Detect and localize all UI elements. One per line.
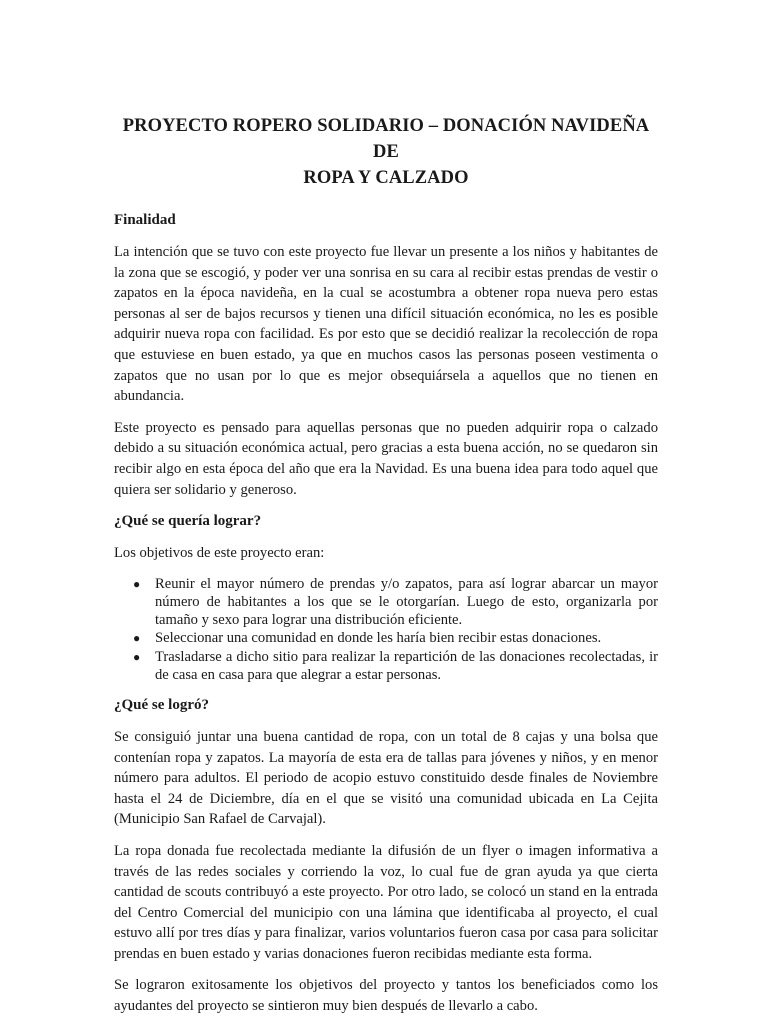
list-item [133,575,658,630]
paragraph-logros-2: La ropa donada fue recolectada mediante la difusión de un flyer o imagen informativa a través de las redes sociales y corriendo la voz, lo cual fue de gran ayuda ya que cierta cantidad de scouts contribuyó a este proyecto. Por otro lado, se colocó un stand en la entrada del Centro Comercial del municipio con una lámina que identificaba al proyecto, el cual estuvo allí por tres días y para finalizar, varios voluntarios fueron casa por casa para solicitar prendas en buen estado y varias donaciones fueron recibidas mediante esta forma. [114,842,658,962]
paragraph-finalidad-1: La intención que se tuvo con este proyecto fue llevar un presente a los niños y habitantes de la zona que se escogió, y poder ver una sonrisa en su cara al recibir estas prendas de vestir o zapatos en la época navideña, en la cual se acostumbra a obtener ropa nueva pero estas personas al ser de bajos recursos y tienen una difícil situación económica, no les es posible adquirir nueva ropa con facilidad. Es por esto que se decidió realizar la recolección de ropa que estuviese en buen estado, ya que en muchos casos las personas poseen vestimenta o zapatos que no usan por lo que es mejor obsequiársela a aquellos que no tienen en abundancia. [114,244,658,405]
bullet-icon: ● [133,649,141,664]
document-title-line-1: PROYECTO ROPERO SOLIDARIO – DONACIÓN NAVIDEÑA DE [122,116,650,162]
list-item-text: Trasladarse a dicho sitio para realizar la repartición de las donaciones recolectadas, ir de casa en casa para que alegrar a estar personas. [155,648,658,683]
section-logros [114,695,658,1017]
list-item [133,648,658,684]
list-item [133,629,658,647]
section-objetivos [114,511,658,684]
list-item-text: Seleccionar una comunidad en donde les haría bien recibir estas donaciones. [155,630,602,647]
section-heading-finalidad: Finalidad [114,212,176,228]
section-heading-logros: ¿Qué se logró? [114,696,209,713]
bullet-icon: ● [133,576,141,591]
section-finalidad [114,210,658,500]
document-title-line-2: ROPA Y CALZADO [303,168,469,188]
document-title [114,113,658,191]
paragraph-logros-1: Se consiguió juntar una buena cantidad de ropa, con un total de 8 cajas y una bolsa que contenían ropa y zapatos. La mayoría de esta era de tallas para jóvenes y niños, y en menor número para adultos. El periodo de acopio estuvo constituido desde finales de Noviembre hasta el 24 de Diciembre, día en el que se visitó una comunidad ubicada en La Cejita (Municipio San Rafael de Carvajal). [114,728,658,828]
objectives-list [114,575,658,684]
paragraph-logros-3: Se lograron exitosamente los objetivos del proyecto y tantos los beneficiados como los ayudantes del proyecto se sintieron muy bien después de llevarlo a cabo. [114,977,658,1015]
bullet-icon: ● [133,631,141,646]
paragraph-finalidad-2: Este proyecto es pensado para aquellas personas que no pueden adquirir ropa o calzado debido a su situación económica actual, pero gracias a esta buena acción, no se quedaron sin recibir algo en esta época del año que era la Navidad. Es una buena idea para todo aquel que quiera ser solidario y generoso. [114,419,658,498]
list-item-text: Reunir el mayor número de prendas y/o zapatos, para así lograr abarcar un mayor número de habitantes a los que se le otorgarían. Luego de esto, organizarla por tamaño y sexo para lograr una distribución eficiente. [155,575,658,629]
section-heading-objetivos: ¿Qué se quería lograr? [114,513,262,530]
document-page [114,113,658,1028]
paragraph-objetivos-intro: Los objetivos de este proyecto eran: [114,545,325,562]
